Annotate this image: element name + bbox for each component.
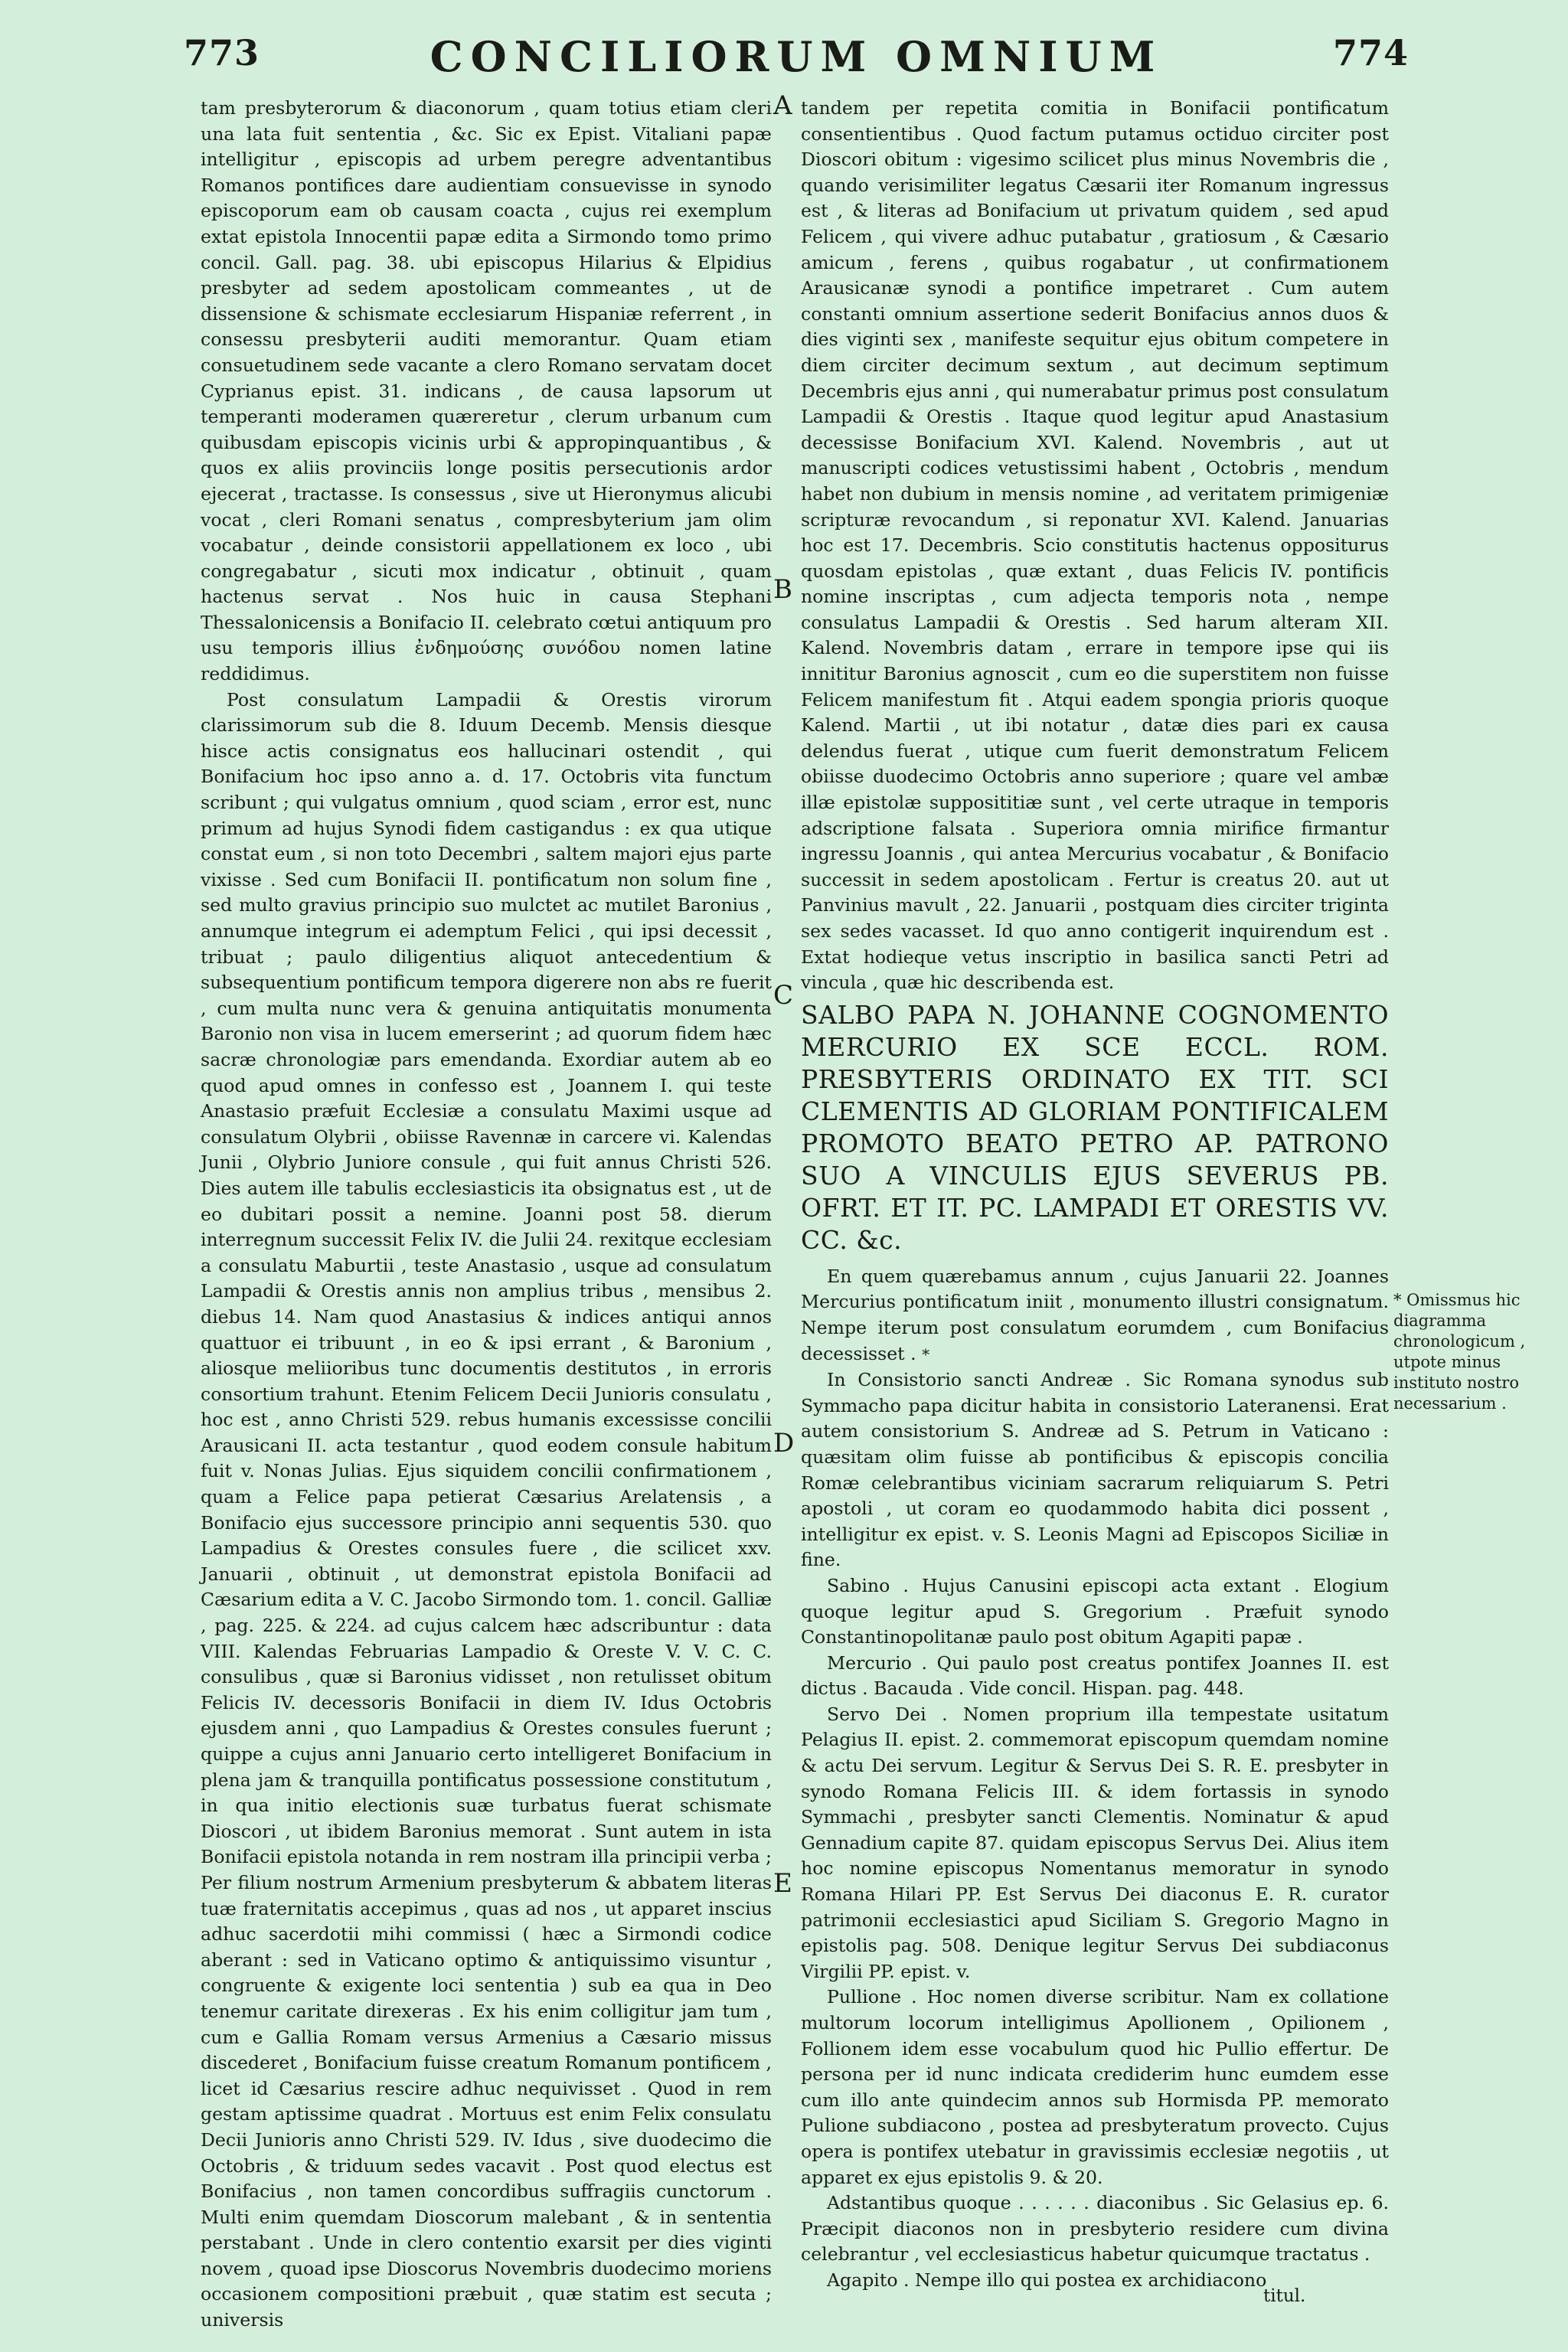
note-entry: Adstantibus quoque . . . . . . diaconibus . Sic Gelasius ep. 6. Præcipit diaconos non in presbyterio residere cum divina celebrantur , vel ecclesiasticus habetur quicumque tractatus . — [801, 2192, 1389, 2265]
left-paragraph: tam presbyterorum & diaconorum , quam totius etiam cleri una lata fuit sententia , &c. Sic ex Epist. Vitaliani papæ intelligitur , episcopis ad urbem peregre adventantibus Romanos pontifices dare audientiam consuevisse in synodo episcoporum eam ob causam coacta , cujus rei exemplum extat epistola Innocentii papæ edita a Sirmondo tomo primo concil. Gall. pag. 38. ubi episcopus Hilarius & Elpidius presbyter ad sedem apostolicam commeantes , ut de dissensione & schismate ecclesiarum Hispaniæ referrent , in consessu presbyterii auditi memorantur. Quam etiam consuetudinem sede vacante a clero Romano servatam docet Cyprianus epist. 31. indicans , de causa lapsorum ut temperanti moderamen quæreretur , clerum urbanum cum quibusdam episcopis vicinis urbi & appropinquantibus , & quos ex aliis provinciis longe positis persecutionis ardor ejecerat , tractasse. Is consessus , sive ut Hieronymus alicubi vocat , cleri Romani senatus , compresbyterium jam olim vocabatur , deinde consistorii appellationem ex loco , ubi congregabatur , sicuti mox indicatur , obtinuit , quam hactenus servat . Nos huic in causa Stephani Thessalonicensis a Bonifacio II. celebrato cœtui antiquum pro usu temporis illius ἐνδημούσης συνόδου nomen latine reddidimus. — [201, 97, 772, 685]
right-paragraph — [801, 1264, 1389, 1367]
note-entry: Agapito . Nempe illo qui postea ex archidiacono — [827, 2269, 1267, 2291]
note-entry: In Consistorio sancti Andreæ . Sic Romana synodus sub Symmacho papa dicitur habita in consistorio Lateranensi. Erat autem consistorium S. Andreæ ad S. Petrum in Vaticano : quæsitam olim fuisse ab pontificibus & episcopis concilia Romæ celebrantibus viciniam sacrarum reliquiarum S. Petri apostoli , ut coram eo quodammodo habita dici possent , intelligitur ex epist. v. S. Leonis Magni ad Episcopos Siciliæ in fine. — [801, 1369, 1389, 1571]
margin-marker-b: B — [773, 574, 792, 605]
right-paragraph: tandem per repetita comitia in Bonifacii pontificatum consentientibus . Quod factum putamus octiduo circiter post Dioscori obitum : vigesimo scilicet plus minus Novembris die , quando verisimiliter legatus Cæsarii iter Romanum ingressus est , & literas ad Bonifacium ut privatum quidem , sed apud Felicem , qui vivere adhuc putabatur , gratiosum , & Cæsario amicum , ferens , quibus rogabatur , ut confirmationem Arausicanæ synodi a pontifice impetraret . Cum autem constanti omnium assertione sederit Bonifacius annos duos & dies viginti sex , manifeste sequitur ejus obitum competere in diem circiter decimum sextum , aut decimum septimum Decembris ejus anni , qui numerabatur primus post consulatum Lampadii & Orestis . Itaque quod legitur apud Anastasium decessisse Bonifacium XVI. Kalend. Novembris , aut ut manuscripti codices vetustissimi habent , Octobris , mendum habet non dubium in mensis nomine , ad veritatem primigeniæ scripturæ revocandum , si reponatur XVI. Kalend. Januarias hoc est 17. Decembris. Scio constitutis hactenus oppositurus quosdam epistolas , quæ extant , duas Felicis IV. pontificis nomine inscriptas , cum adjecta temporis nota , nempe consulatus Lampadii & Orestis . Sed harum alteram XII. Kalend. Novembris datam , errare in tempore ipse qui iis innititur Baronius agnoscit , cum eo die superstitem non fuisse Felicem manifestum fit . Atqui eadem spongia prioris quoque Kalend. Martii , ut ibi notatur , datæ dies pari ex causa delendus fuerat , utique cum fuerit demonstratum Felicem obiisse duodecimo Octobris anno superiore ; quare vel ambæ illæ epistolæ supposititiæ sunt , vel certe utraque in temporis adscriptione falsata . Superiora omnia mirifice firmantur ingressu Joannis , qui antea Mercurius vocabatur , & Bonifacio successit in sedem apostolicam . Fertur is creatus 20. aut ut Panvinius mavult , 22. Januarii , postquam dies circiter triginta sex sedes vacasset. Id quo anno contigerit inquirendum est . Extat hodieque vetus inscriptio in basilica sancti Petri ad vincula , quæ hic describenda est. — [801, 97, 1389, 994]
note-entry: Mercurio . Qui paulo post creatus pontifex Joannes II. est dictus . Bacauda . Vide concil. Hispan. pag. 448. — [801, 1651, 1389, 1700]
page-number-right: 774 — [1332, 32, 1409, 74]
catchword: titul. — [1263, 2286, 1306, 2306]
page-header — [184, 32, 1409, 93]
margin-marker-d: D — [773, 1428, 795, 1459]
page-number-left: 773 — [184, 32, 260, 74]
margin-marker-c: C — [773, 980, 794, 1011]
note-entry: Sabino . Hujus Canusini episcopi acta extant . Elogium quoque legitur apud S. Gregorium . Præfuit synodo Constantinopolitanæ paulo post obitum Agapiti papæ . — [801, 1574, 1389, 1648]
margin-marker-a: A — [773, 90, 792, 121]
running-title: CONCILIORUM OMNIUM — [430, 32, 1163, 81]
inscription: SALBO PAPA N. JOHANNE COGNOMENTO MERCURIO EX SCE ECCL. ROM. PRESBYTERIS ORDINATO EX TIT. SCI CLEMENTIS AD GLORIAM PONTIFICALEM PROMOTO BEATO PETRO AP. PATRONO SUO A VINCULIS EJUS SEVERUS PB. OFRT. ET IT. PC. LAMPADI ET ORESTIS VV. CC. &c. — [801, 999, 1389, 1255]
right-paragraph-text: En quem quærebamus annum , cujus Januarii 22. Joannes Mercurius pontificatum iniit , monumento illustri consignatum. Nempe iterum post consulatum eorumdem , cum Bonifacius decessisset . — [801, 1265, 1389, 1364]
margin-marker-e: E — [773, 1868, 792, 1899]
left-paragraph: Post consulatum Lampadii & Orestis virorum clarissimorum sub die 8. Iduum Decemb. Mensis diesque hisce actis consignatus eos hallucinari ostendit , qui Bonifacium hoc ipso anno a. d. 17. Octobris vita functum scribunt ; qui vulgatus omnium , quod sciam , error est, nunc primum ad hujus Synodi fidem castigandus : ex qua utique constat eum , si non toto Decembri , saltem majori ejus parte vixisse . Sed cum Bonifacii II. pontificatum non solum fine , sed multo gravius principio suo mulctet ac mutilet Baronius , annumque integrum ei ademptum Felici , qui ipsi decessit , tribuat ; paulo diligentius aliquot antecedentium & subsequentium pontificum tempora digerere non abs re fuerit , cum multa nunc vera & genuina antiquitatis monumenta Baronio non visa in lucem emerserint ; ad quorum fidem hæc sacræ chronologiæ pars emendanda. Exordiar autem ab eo quod apud omnes in confesso est , Joannem I. qui teste Anastasio præfuit Ecclesiæ a consulatu Maximi usque ad consulatum Olybrii , obiisse Ravennæ in carcere vi. Kalendas Junii , Olybrio Juniore consule , qui fuit annus Christi 526. Dies autem ille tabulis ecclesiasticis ita obsignatus est , ut de eo dubitari possit a nemine. Joanni post 58. dierum interregnum successit Felix IV. die Julii 24. rexitque ecclesiam a consulatu Maburtii , teste Anastasio , usque ad consulatum Lampadii & Orestis annis non amplius tribus , mensibus 2. diebus 14. Nam quod Anastasius & indices antiqui annos quattuor ei tribuunt , in eo & ipsi errant , & Baronium , aliosque meliioribus tunc documentis destitutos , in erroris consortium trahunt. Etenim Felicem Decii Junioris consulatu , hoc est , anno Christi 529. rebus humanis excessisse concilii Arausicani II. acta testantur , quod eodem consule habitum fuit v. Nonas Julias. Ejus siquidem concilii confirmationem , quam a Felice papa petierat Cæsarius Arelatensis , a Bonifacio ejus successore principio anni sequentis 530. quo Lampadius & Orestes consules fuere , die scilicet xxv. Januarii , obtinuit , ut demonstrat epistola Bonifacii ad Cæsarium edita a V. C. Jacobo Sirmondo tom. 1. concil. Galliæ , pag. 225. & 224. ad cujus calcem hæc adscribuntur : data VIII. Kalendas Februarias Lampadio & Oreste V. V. C. C. consulibus , quæ si Baronius vidisset , non retulisset obitum Felicis IV. decessoris Bonifacii in diem IV. Idus Octobris ejusdem anni , quo Lampadius & Orestes consules fuerunt ; quippe a cujus anni Januario certo intelligeret Bonifacium in plena jam & tranquilla pontificatus possessione constitutum , in qua initio electionis suæ turbatus fuerat schismate Dioscori , ut ibidem Baronius memorat . Sunt autem in ista Bonifacii epistola notanda in rem nostram illa principii verba ; Per filium nostrum Armenium presbyterum & abbatem literas tuæ fraternitatis accepimus , quas ad nos , ut apparet inscius adhuc sacerdotii mihi commissi ( hæc a Sirmondi codice aberant : sed in Vaticano optimo & antiquissimo visuntur , congruente & exigente loci sententia ) sub ea qua in Deo tenemur caritate direxeras . Ex his enim colligitur jam tum , cum e Gallia Romam versus Armenius a Cæsario missus discederet , Bonifacium fuisse creatum Romanum pontificem , licet id Cæsarius rescire adhuc nequivisset . Quod in rem gestam aptissime quadrat . Mortuus est enim Felix consulatu Decii Junioris anno Christi 529. IV. Idus , sive duodecimo die Octobris , & triduum sedes vacavit . Post quod electus est Bonifacius , non tamen concordibus suffragiis cunctorum . Multi enim quemdam Dioscorum malebant , & in sententia perstabant . Unde in clero contentio exarsit per dies viginti novem , quoad ipse Dioscorus Novembris duodecimo moriens occasionem compositioni præbuit , quæ statim est secuta ; universis — [201, 688, 772, 2331]
footnote-marker: * — [922, 1344, 930, 1364]
note-entry: Servo Dei . Nomen proprium illa tempestate usitatum Pelagius II. epist. 2. commemorat episcopum quemdam nomine & actu Dei servum. Legitur & Servus Dei S. R. E. presbyter in synodo Romana Felicis III. & idem fortassis in synodo Symmachi , presbyter sancti Clementis. Nominatur & apud Gennadium capite 87. quidam episcopus Servus Dei. Alius item hoc nomine episcopus Nomentanus memoratur in synodo Romana Hilari PP. Est Servus Dei diaconus E. R. curator patrimonii ecclesiastici apud Siciliam S. Gregorio Magno in epistolis pag. 508. Denique legitur Servus Dei subdiaconus Virgilii PP. epist. v. — [801, 1703, 1389, 1982]
right-column — [801, 96, 1389, 2294]
left-column — [201, 96, 772, 2334]
side-note: * Omissmus hic diagramma chronologicum , utpote minus instituto nostro necessarium . — [1393, 1291, 1526, 1413]
note-entry: Pullione . Hoc nomen diverse scribitur. Nam ex collatione multorum locorum intelligimus Apollionem , Opilionem , Follionem idem esse vocabulum quod hic Pullio effertur. De persona per id nunc indicata crediderim hunc eumdem esse cum illo ante quindecim annos sub Hormisda PP. memorato Pulione subdiacono , postea ad presbyteratum provecto. Cujus opera is pontifex utebatur in gravissimis ecclesiæ negotiis , ut apparet ex ejus epistolis 9. & 20. — [801, 1986, 1389, 2188]
